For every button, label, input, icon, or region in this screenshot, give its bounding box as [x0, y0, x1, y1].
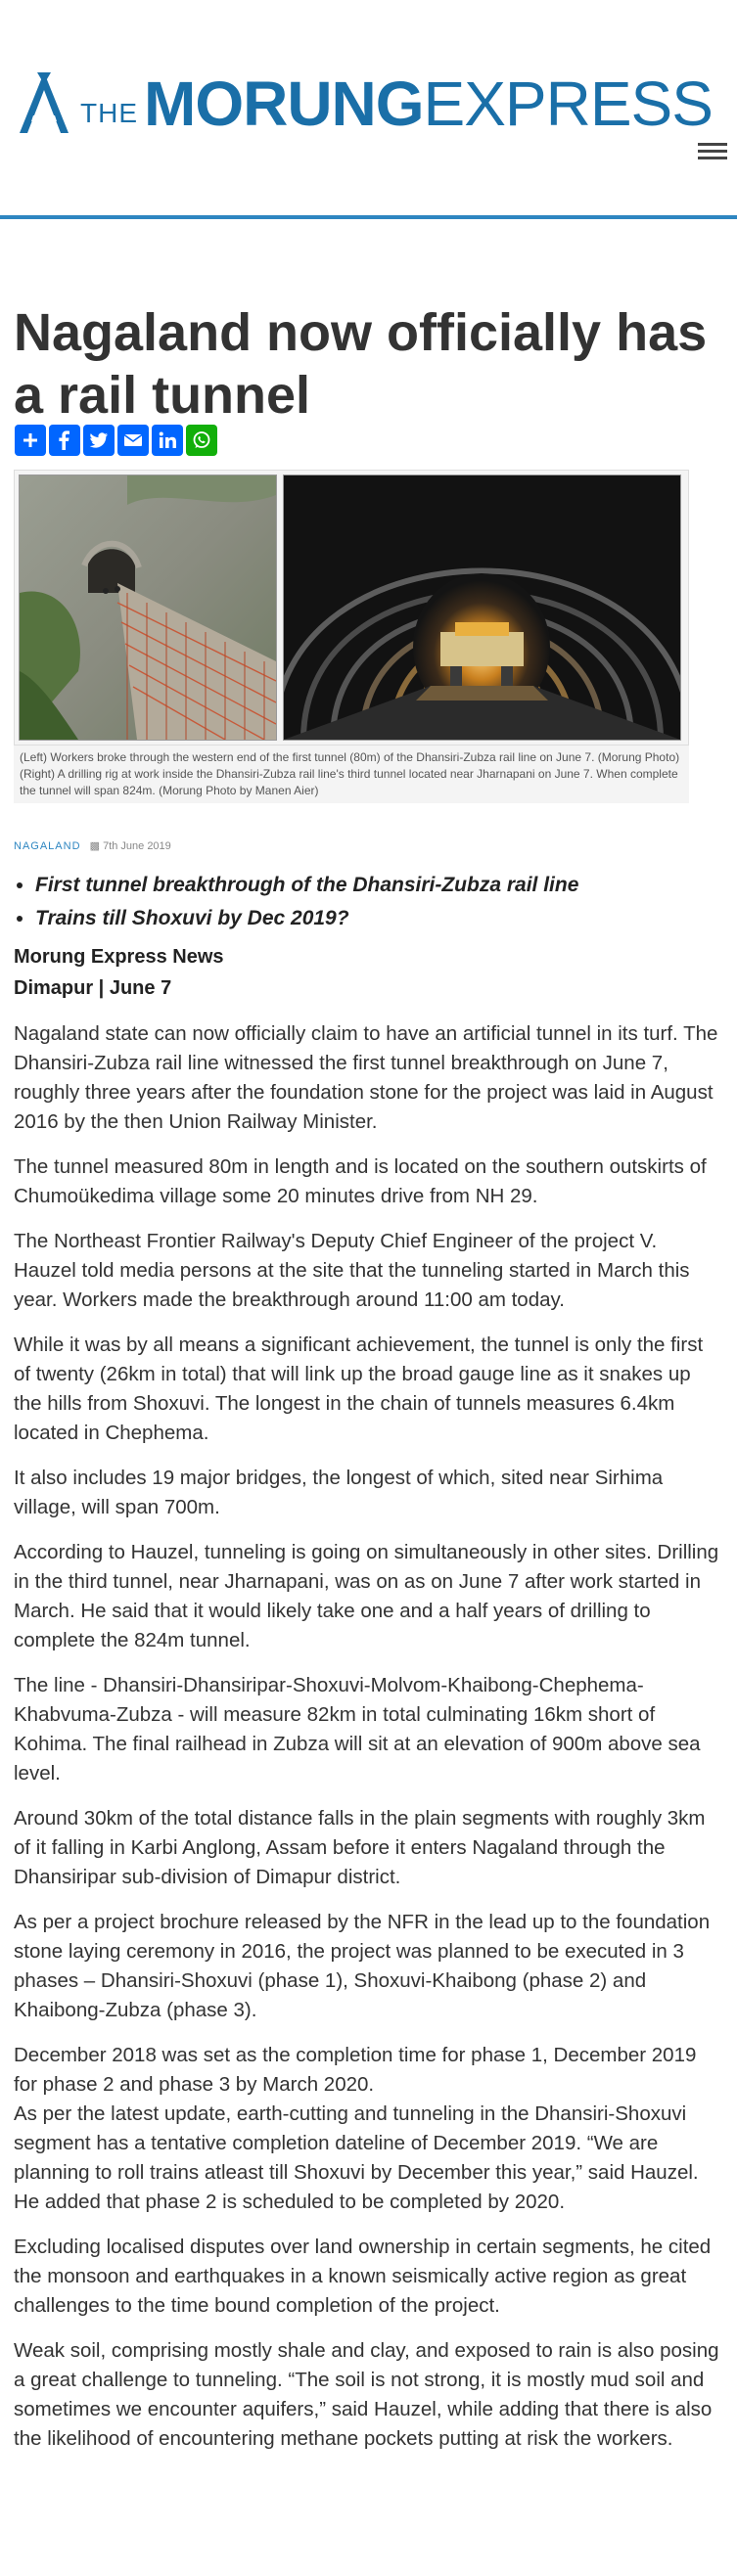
byline-place: Dimapur | June 7: [14, 977, 172, 999]
twitter-icon[interactable]: [83, 425, 115, 456]
paragraph: Nagaland state can now officially claim to have an artificial tunnel in its turf. The Dhansiri-Zubza rail line witnessed the first tunnel breakthrough on June 7, roughly three years after the foundation stone for the project was laid in August 2016 by the then Union Railway Minister.: [14, 1022, 718, 1133]
paragraph: The line - Dhansiri-Dhansiripar-Shoxuvi-Molvom-Khaibong-Chephema-Khabvuma-Zubza - will measure 82km in total culminating 16km short of Kohima. The final railhead in Zubza will sit at an elevation of 900m above sea level.: [14, 1674, 701, 1785]
paragraph: According to Hauzel, tunneling is going on simultaneously in other sites. Drilling in the third tunnel, near Jharnapani, was on as on June 7 after work started in March. He said that it would likely take one and a half years of drilling to complete the 824m tunnel.: [14, 1541, 719, 1651]
site-header: [0, 0, 737, 219]
paragraph: The tunnel measured 80m in length and is located on the southern outskirts of Chumoükedima village some 20 minutes drive from NH 29.: [14, 1155, 707, 1207]
photo-row: [14, 470, 689, 746]
tunnel-interior-photo: [283, 475, 681, 741]
byline: [14, 941, 224, 1004]
publish-date: 7th June 2019: [103, 840, 171, 852]
paragraph: As per a project brochure released by the NFR in the lead up to the foundation stone laying ceremony in 2016, the project was planned to be executed in 3 phases – Dhansiri-Shoxuvi (phase 1), Shoxuvi-Khaibong (phase 2) and Khaibong-Zubza (phase 3).: [14, 1911, 711, 2021]
logo-the: THE: [80, 98, 138, 128]
facebook-icon[interactable]: [49, 425, 80, 456]
logo-morung: MORUNG: [144, 68, 424, 139]
paragraph: It also includes 19 major bridges, the longest of which, sited near Sirhima village, will span 700m.: [14, 1467, 664, 1518]
highlights-list: [14, 869, 720, 935]
highlight-item: • First tunnel breakthrough of the Dhansiri-Zubza rail line: [35, 869, 720, 902]
paragraph: Excluding localised disputes over land ownership in certain segments, he cited the monsoon and earthquakes in a known seismically active region as great challenges to the time bound completion of the project.: [14, 2236, 712, 2317]
email-icon[interactable]: [117, 425, 149, 456]
paragraph: Around 30km of the total distance falls in the plain segments with roughly 3km of it falling in Karbi Anglong, Assam before it enters Nagaland through the Dhansiripar sub-division of Dimapur district.: [14, 1807, 706, 1888]
category-link[interactable]: NAGALAND: [14, 840, 81, 852]
logo-mark-icon: [14, 70, 74, 135]
calendar-icon: ▩: [89, 840, 100, 852]
article-body: [14, 1019, 723, 2469]
tunnel-portal-photo: [19, 475, 277, 741]
article-title: Nagaland now officially has a rail tunnel: [14, 303, 708, 425]
share-plus-icon[interactable]: [15, 425, 46, 456]
paragraph: As per the latest update, earth-cutting and tunneling in the Dhansiri-Shoxuvi segment has a tentative completion dateline of December 2019. “We are planning to roll trains atleast till Shoxuvi by December this year,” said Hauzel. He added that phase 2 is scheduled to be completed by 2020.: [14, 2102, 699, 2213]
whatsapp-icon[interactable]: [186, 425, 217, 456]
highlight-item: • Trains till Shoxuvi by Dec 2019?: [35, 902, 720, 935]
share-bar: [15, 425, 217, 456]
article-meta: [14, 839, 171, 852]
logo-express: EXPRESS: [423, 68, 713, 139]
paragraph: Weak soil, comprising mostly shale and clay, and exposed to rain is also posing a great challenge to tunneling. “The soil is not strong, it is mostly mud soil and sometimes we encounter aquifers,” said Hauzel, while adding that there is also the likelihood of encountering methane pockets putting at risk the workers.: [14, 2339, 719, 2450]
hamburger-menu-icon[interactable]: [698, 139, 727, 162]
article-photos: [14, 470, 689, 803]
site-logo[interactable]: [14, 67, 713, 139]
paragraph: While it was by all means a significant achievement, the tunnel is only the first of twenty (26km in total) that will link up the broad gauge line as it snakes up the hills from Shoxuvi. The longest in the chain of tunnels measures 6.4km located in Chephema.: [14, 1333, 704, 1444]
photo-caption: (Left) Workers broke through the western end of the first tunnel (80m) of the Dhansiri-Zubza rail line on June 7. (Morung Photo) (Right) A drilling rig at work inside the Dhansiri-Zubza rail line's third tunnel located near Jharnapani on June 7. When complete the tunnel will span 824m. (Morung Photo by Manen Aier): [14, 746, 689, 803]
byline-source: Morung Express News: [14, 946, 224, 968]
paragraph: The Northeast Frontier Railway's Deputy Chief Engineer of the project V. Hauzel told media persons at the site that the tunneling started in March this year. Workers made the breakthrough around 11:00 am today.: [14, 1230, 690, 1311]
linkedin-icon[interactable]: [152, 425, 183, 456]
paragraph: December 2018 was set as the completion time for phase 1, December 2019 for phase 2 and phase 3 by March 2020.: [14, 2044, 697, 2096]
